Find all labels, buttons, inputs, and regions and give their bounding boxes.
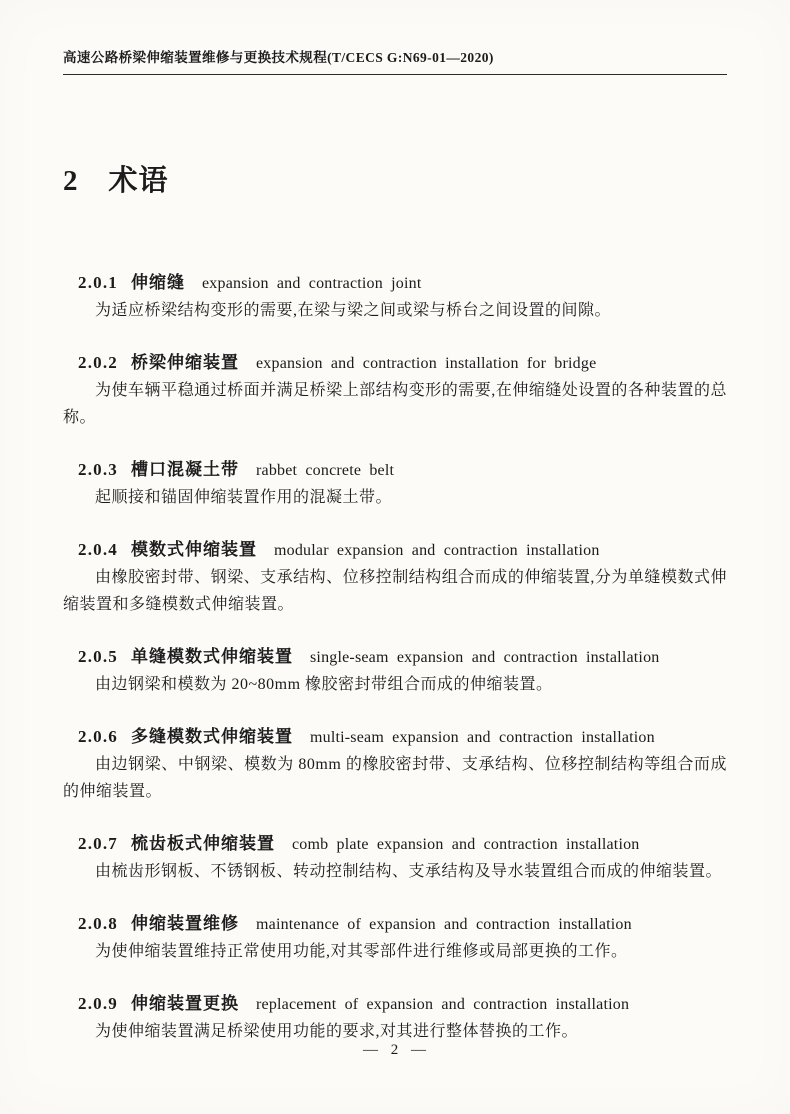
term-definition: 为使伸缩装置满足桥梁使用功能的要求,对其进行整体替换的工作。 <box>95 1023 579 1040</box>
page-header <box>63 0 727 75</box>
term-section <box>63 643 727 698</box>
term-chinese: 伸缩装置更换 <box>131 994 239 1013</box>
term-heading <box>63 723 727 751</box>
term-english: replacement of expansion and contraction installation <box>256 996 630 1013</box>
term-definition: 为使车辆平稳通过桥面并满足桥梁上部结构变形的需要,在伸缩缝处设置的各种装置的总称。 <box>63 382 727 426</box>
term-chinese: 伸缩缝 <box>131 273 185 292</box>
term-heading <box>63 643 727 671</box>
term-definition: 由梳齿形钢板、不锈钢板、转动控制结构、支承结构及导水装置组合而成的伸缩装置。 <box>95 863 723 880</box>
chapter-name: 术语 <box>108 165 169 197</box>
term-number: 2.0.3 <box>78 460 118 479</box>
term-english: rabbet concrete belt <box>256 462 395 479</box>
term-section <box>63 456 727 511</box>
term-section <box>63 349 727 431</box>
term-number: 2.0.8 <box>78 914 118 933</box>
term-section <box>63 269 727 324</box>
term-english: comb plate expansion and contraction installation <box>292 836 640 853</box>
term-number: 2.0.2 <box>78 353 118 372</box>
term-english: expansion and contraction installation for bridge <box>256 355 597 372</box>
terms-list <box>63 269 727 1045</box>
term-english: maintenance of expansion and contraction installation <box>256 916 632 933</box>
term-chinese: 桥梁伸缩装置 <box>131 353 239 372</box>
chapter-heading <box>63 163 727 199</box>
term-heading <box>63 269 727 297</box>
term-number: 2.0.1 <box>78 273 118 292</box>
term-heading <box>63 990 727 1018</box>
running-header-title: 高速公路桥梁伸缩装置维修与更换技术规程(T/CECS G:N69-01—2020) <box>63 50 494 65</box>
term-english: modular expansion and contraction installation <box>274 542 600 559</box>
term-number: 2.0.5 <box>78 647 118 666</box>
term-section <box>63 536 727 618</box>
term-chinese: 模数式伸缩装置 <box>131 540 257 559</box>
term-english: single-seam expansion and contraction installation <box>310 649 660 666</box>
term-heading <box>63 830 727 858</box>
term-definition: 由橡胶密封带、钢梁、支承结构、位移控制结构组合而成的伸缩装置,分为单缝模数式伸缩装置和多缝模数式伸缩装置。 <box>63 569 727 613</box>
term-heading <box>63 349 727 377</box>
term-number: 2.0.9 <box>78 994 118 1013</box>
term-section <box>63 723 727 805</box>
term-section <box>63 910 727 965</box>
term-chinese: 单缝模数式伸缩装置 <box>131 647 293 666</box>
chapter-number: 2 <box>63 165 79 197</box>
term-definition: 为适应桥梁结构变形的需要,在梁与梁之间或梁与桥台之间设置的间隙。 <box>95 302 612 319</box>
term-section <box>63 990 727 1045</box>
term-section <box>63 830 727 885</box>
page-number: — 2 — <box>363 1042 427 1058</box>
term-heading <box>63 910 727 938</box>
term-heading <box>63 456 727 484</box>
term-definition: 由边钢梁和模数为 20~80mm 橡胶密封带组合而成的伸缩装置。 <box>95 676 553 693</box>
term-english: expansion and contraction joint <box>202 275 422 292</box>
term-definition: 由边钢梁、中钢梁、模数为 80mm 的橡胶密封带、支承结构、位移控制结构等组合而成的伸缩装置。 <box>63 756 727 800</box>
term-number: 2.0.4 <box>78 540 118 559</box>
term-chinese: 梳齿板式伸缩装置 <box>131 834 275 853</box>
term-chinese: 多缝模数式伸缩装置 <box>131 727 293 746</box>
term-number: 2.0.7 <box>78 834 118 853</box>
term-english: multi-seam expansion and contraction installation <box>310 729 655 746</box>
term-chinese: 槽口混凝土带 <box>131 460 239 479</box>
term-definition: 为使伸缩装置维持正常使用功能,对其零部件进行维修或局部更换的工作。 <box>95 943 628 960</box>
term-number: 2.0.6 <box>78 727 118 746</box>
term-definition: 起顺接和锚固伸缩装置作用的混凝土带。 <box>95 489 393 506</box>
term-chinese: 伸缩装置维修 <box>131 914 239 933</box>
term-heading <box>63 536 727 564</box>
